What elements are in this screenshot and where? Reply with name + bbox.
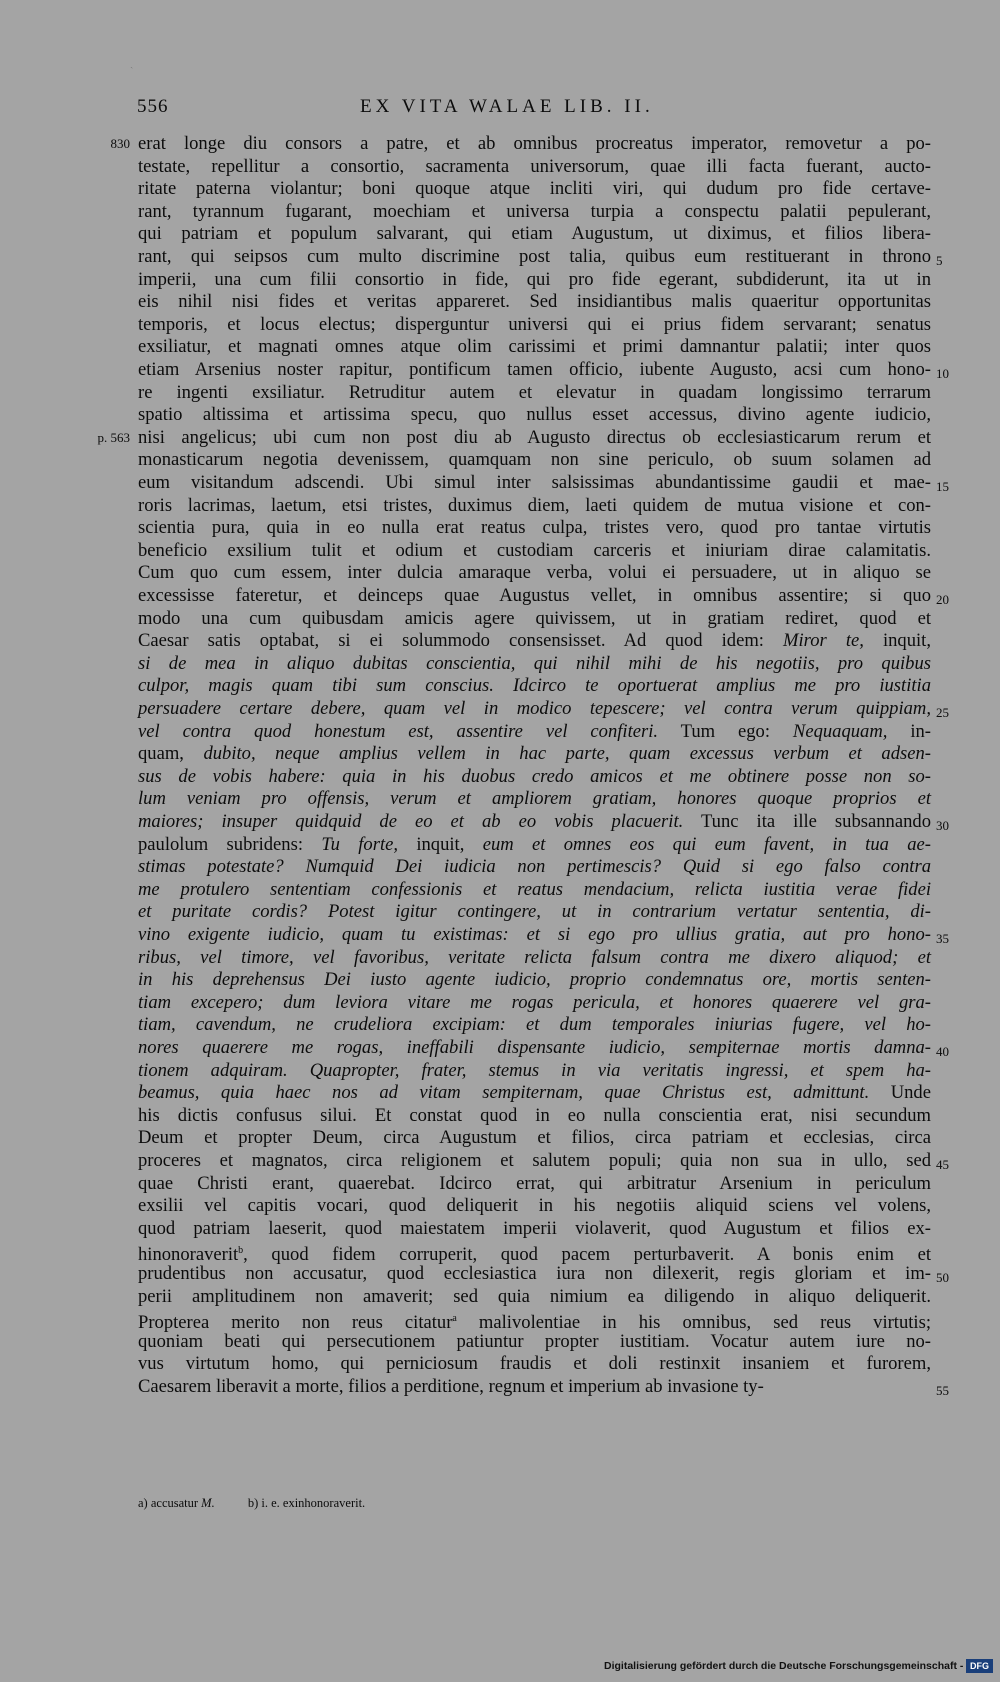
footnote-ref: a [452,1313,457,1325]
text-line [138,290,931,314]
text-line-content [138,923,931,947]
text-line [138,245,931,269]
text-line [138,222,931,246]
text-line [138,584,931,608]
footnote-ref: b [238,1245,244,1257]
text-line-content [138,1036,931,1060]
text-line [138,697,931,721]
text-segment: vino exigente iudicio, quam tu existimas: et si ego pro ullius gratia, aut pro hono- [138,924,931,945]
text-segment: qui patriam et populum salvarant, qui etiam Augustum, ut diximus, et filios libera- [138,223,931,245]
text-line [138,1239,931,1266]
line-number: 10 [936,366,949,381]
text-segment: ritate paterna violantur; boni quoque atque incliti viri, qui dudum pro fide certave- [138,178,931,200]
text-segment: re ingenti exsiliatur. Retruditur autem et elevatur in quadam longissimo terrarum [138,381,931,403]
text-segment: maiores; insuper quidquid de eo et ab eo vobis placuerit. [138,811,684,832]
text-line [138,177,931,201]
text-line [138,1352,931,1376]
margin-note-left: p. 563 [97,429,130,445]
dfg-logo[interactable]: DFG [966,1659,993,1673]
text-line [138,132,931,156]
text-line [138,1307,931,1334]
text-line-content [138,539,931,563]
text-line [138,674,931,698]
page-header [0,96,1000,126]
text-segment: , quod fidem corruperit, quod pacem perturbaverit. A bonis enim et [243,1244,931,1266]
text-segment: si de mea in aliquo dubitas conscientia, qui nihil mihi de his negotiis, pro quibus [138,652,931,674]
text-segment: Tunc ita ille subsannando [683,811,931,832]
text-segment: quoniam beati qui persecutionem patiuntur propter iustitiam. Vocatur autem iure no- [138,1330,931,1352]
text-line [138,1126,931,1150]
text-segment: beamus, quia haec nos ad vitam sempiternam, quae Christus est, admittunt. [138,1082,870,1104]
text-line [138,991,931,1015]
text-line-content [138,720,931,744]
margin-note-left: 830 [110,136,130,151]
page-number: 556 [137,96,169,117]
text-segment: Unde [869,1082,931,1104]
text-line-content [138,607,931,631]
text-segment: Cum quo cum essem, inter dulcia amaraque verba, volui ei persuadere, ut in aliquo se [138,562,931,584]
text-segment: beneficio exsilium tulit et odium et custodiam carceris et iniuriam dirae calamitatis. [138,539,931,561]
text-line [138,1036,931,1060]
text-segment: stimas potestate? Numquid Dei iudicia non pertimescis? Quid si ego falso contra [138,856,931,878]
text-line [138,1285,931,1309]
line-number: 40 [936,1044,949,1059]
text-line [138,720,931,744]
text-line [138,765,931,789]
text-line [138,1172,931,1196]
text-line-content [138,1194,931,1218]
text-line-content [138,765,931,789]
text-line-content [138,358,931,382]
text-line [138,652,931,676]
text-line-content [138,1126,931,1150]
text-segment: Caesarem liberavit a morte, filios a perditione, regnum et imperium ab invasione ty- [138,1376,764,1397]
line-number: 5 [936,253,943,268]
text-line-content [138,403,931,427]
text-segment: sus de vobis habere: quia in his duobus credo amicos et me obtinere posse non so- [138,765,931,787]
text-line [138,1194,931,1218]
text-line-content [138,471,931,495]
text-segment: eum et omnes eos qui eum favent, in tua ae- [482,833,932,855]
footnote-a-text: accusatur [150,1496,199,1510]
text-line [138,155,931,179]
text-line-content [138,742,931,766]
text-segment: Caesar satis optabat, si ei solummodo consensisset. Ad quod idem: [138,630,784,652]
funding-banner[interactable]: Digitalisierung gefördert durch die Deutsche Forschungsgemeinschaft - [604,1660,964,1672]
text-segment: lum veniam pro offensis, verum et ampliorem gratiam, honores quoque proprios et [138,788,931,810]
text-line-content [138,448,931,472]
text-segment: Miror te, [783,630,864,652]
text-line-content [138,810,931,834]
text-segment: vel contra quod honestum est, assentire vel confiteri. [138,720,659,742]
text-segment: his dictis confusus silui. Et constat quod in eo nulla conscientia erat, nisi secundum [138,1104,931,1126]
text-segment: Tum ego: [658,720,793,742]
text-segment: nisi angelicus; ubi cum non post diu ab Augusto directus ob ecclesiasticarum rerum et [138,426,931,448]
text-line [138,268,931,292]
footnote-b [248,1496,365,1510]
text-segment: Propterea merito non reus citatur [138,1312,453,1334]
text-segment: rant, tyrannum fugarant, moechiam et universa turpia a conspectu palatii pepulerant, [138,200,931,222]
text-segment: exsiliatur, et magnati omnes atque olim carissimi et primi damnantur palatii; inter quos [138,336,931,358]
text-segment: tiam excepero; dum leviora vitare me rogas pericula, et honores quaerere vel gra- [138,991,931,1013]
text-line-content [138,381,931,405]
text-segment: dubito, neque amplius vellem in hac parte, quam excessus verbum et adsen- [203,743,932,765]
line-number: 50 [936,1270,949,1285]
text-line-content [138,313,931,337]
text-segment: scientia pura, quia in eo nulla erat reatus culpa, tristes vero, quod pro tantae virtutis [138,517,931,539]
text-line [138,900,931,924]
text-line-content [138,132,931,156]
text-segment: monasticarum negotia devenissem, quamquam non sine periculo, ob suum solamen ad [138,449,931,471]
text-line [138,561,931,585]
text-line [138,448,931,472]
text-line-content [138,177,931,201]
text-line-content [138,1285,931,1309]
text-segment: Nequaquam, [792,720,888,742]
text-segment: malivolentiae in his omnibus, sed reus virtutis; [456,1312,931,1334]
text-line [138,335,931,359]
text-line-content [138,1217,931,1241]
text-segment: eis nihil nisi fides et veritas appareret. Sed insidiantibus malis quaeritur opportunitas [138,291,931,313]
text-line [138,855,931,879]
text-segment: persuadere certare debere, quam vel in modico tepescere; vel contra verum quippiam, [138,698,931,719]
text-segment: in- [887,720,931,742]
text-line [138,403,931,427]
text-line [138,471,931,495]
footnote-b-text: i. e. exinhonoraverit. [261,1496,366,1510]
text-segment: vus virtutum homo, qui perniciosum fraudis et doli restinxit insaniem et furorem, [138,1353,931,1375]
text-segment: erat longe diu consors a patre, et ab omnibus procreatus imperator, removetur a po- [138,133,931,154]
text-line-content [138,1262,931,1286]
text-line-content [138,674,931,698]
text-line [138,539,931,563]
text-line [138,607,931,631]
line-number: 45 [936,1157,949,1172]
text-line-content [138,1104,931,1128]
text-segment: etiam Arsenius noster rapitur, pontificum tamen officio, iubente Augusto, acsi cum hono- [138,359,931,380]
text-line-content [138,268,931,292]
text-line [138,1375,931,1399]
text-line-content [138,629,931,653]
text-line-content [138,833,931,857]
text-line-content [138,991,931,1015]
text-segment: spatio altissima et artissima specu, quo nullus esset accessus, divino agente iudicio, [138,404,931,426]
text-line [138,358,931,382]
text-segment: paulolum subridens: [138,833,322,855]
text-line-content [138,878,931,902]
text-segment: hinonoraverit [138,1244,239,1266]
text-line [138,1104,931,1128]
footnote-a-mark: a) [138,1496,148,1510]
text-line [138,1059,931,1083]
text-line-content [138,516,931,540]
text-line-content [138,1013,931,1037]
text-line-content [138,1149,931,1173]
text-segment: rant, qui seipsos cum multo discrimine post talia, quibus eum restituerant in throno [138,246,931,267]
text-segment: imperii, una cum filii consortio in fide, qui pro fide egerant, subdiderunt, ita ut in [138,268,931,290]
text-line [138,200,931,224]
text-line-content [138,426,931,450]
text-segment: et puritate cordis? Potest igitur contingere, ut in contrarium vertatur sententia, di- [138,901,931,923]
text-line [138,494,931,518]
text-line-content [138,1330,931,1354]
text-line [138,381,931,405]
text-segment: inquit, [863,630,931,652]
text-line [138,742,931,766]
text-line-content [138,1059,931,1083]
text-line [138,787,931,811]
text-line-content [138,900,931,924]
text-line [138,968,931,992]
text-line [138,1262,931,1286]
text-segment: inquit, [398,833,483,855]
line-number: 15 [936,479,949,494]
line-number: 25 [936,705,949,720]
footnotes [138,1496,395,1511]
text-line [138,629,931,653]
text-segment: proceres et magnatos, circa religionem et salutem populi; quia non sua in ullo, sed [138,1150,931,1171]
line-number: 55 [936,1383,949,1398]
text-line-content [138,290,931,314]
text-segment: quod patriam laeserit, quod maiestatem imperii violaverit, quod Augustum et filios ex- [138,1217,931,1239]
text-segment: me protulero sententiam confessionis et reatus mendacium, relicta iustitia verae fidei [138,878,931,900]
text-segment: tiam, cavendum, ne crudeliora excipiam: et dum temporales iniurias fugere, vel ho- [138,1014,931,1036]
text-line-content [138,1352,931,1376]
text-segment: temporis, et locus electus; disperguntur universi qui ei prius fidem servarant; senatus [138,313,931,335]
text-segment: modo una cum quibusdam amicis agere quivissem, ut in gratiam rediret, quod et [138,607,931,629]
text-line [138,1081,931,1105]
text-line-content [138,946,931,970]
text-segment: perii amplitudinem non amaverit; sed quia nimium ea diligendo in aliquo deliquerit. [138,1285,931,1307]
text-line-content [138,1375,931,1399]
text-line [138,810,931,834]
text-segment: in his deprehensus Dei iusto agente iudicio, proprio condemnatus ore, mortis senten- [138,969,931,991]
text-line-content [138,200,931,224]
text-line-content [138,855,931,879]
footnote-b-mark: b) [247,1496,259,1510]
text-segment: tionem adquiram. Quapropter, frater, stemus in via veritatis ingressi, et spem ha- [138,1059,931,1081]
text-line [138,1149,931,1173]
text-line [138,878,931,902]
text-line-content [138,494,931,518]
text-segment: nores quaerere me rogas, ineffabili dispensante iudicio, sempiternae mortis damna- [138,1037,931,1058]
text-line [138,1330,931,1354]
text-line-content [138,652,931,676]
text-segment: Deum et propter Deum, circa Augustum et filios, circa patriam et ecclesias, circa [138,1127,931,1149]
footnote-a-source: M. [201,1496,215,1510]
line-number: 30 [936,818,949,833]
text-line-content [138,155,931,179]
text-line [138,516,931,540]
text-line-content [138,561,931,585]
text-line-content [138,697,931,721]
text-segment: Tu forte, [321,833,399,855]
text-segment: prudentibus non accusatur, quod ecclesiastica iura non dilexerit, regis gloriam et im- [138,1263,931,1284]
footnote-a [138,1496,215,1510]
text-segment: ribus, vel timore, vel favoribus, veritate relicta falsum contra me dixero aliquod; et [138,946,931,968]
text-line-content [138,787,931,811]
text-line-content [138,1172,931,1196]
text-line [138,923,931,947]
text-line [138,313,931,337]
scan-speck: ˎ [130,58,134,69]
text-line [138,833,931,857]
text-line-content [138,222,931,246]
text-line [138,426,931,450]
text-segment: eum visitandum adscendi. Ubi simul inter salsissimas abundantissime gaudii et mae- [138,472,931,493]
text-segment: testate, repellitur a consortio, sacramenta universorum, quae illi facta fuerant, aucto- [138,155,931,177]
text-segment: roris lacrimas, laetum, etsi tristes, duximus diem, laeti quidem de mutua visione et con- [138,494,931,516]
text-segment: culpor, magis quam tibi sum conscius. Idcirco te oportuerat amplius me pro iustitia [138,675,931,697]
text-line-content [138,245,931,269]
running-title: EX VITA WALAE LIB. II. [360,96,654,117]
text-line-content [138,1081,931,1105]
text-segment: exsilii vel capitis vocari, quod deliquerit in his negotiis aliquid sciens vel volens, [138,1195,931,1217]
text-segment: excessisse fateretur, et deinceps quae Augustus vellet, in omnibus assentire; si quo [138,585,931,606]
text-line-content [138,584,931,608]
text-segment: quae Christi erant, quaerebat. Idcirco errat, qui arbitratur Arsenium in periculum [138,1172,931,1194]
text-line-content [138,335,931,359]
text-line [138,1013,931,1037]
line-number: 20 [936,592,949,607]
line-number: 35 [936,931,949,946]
text-line [138,946,931,970]
text-segment: quam, [138,743,204,765]
text-line [138,1217,931,1241]
text-line-content [138,968,931,992]
